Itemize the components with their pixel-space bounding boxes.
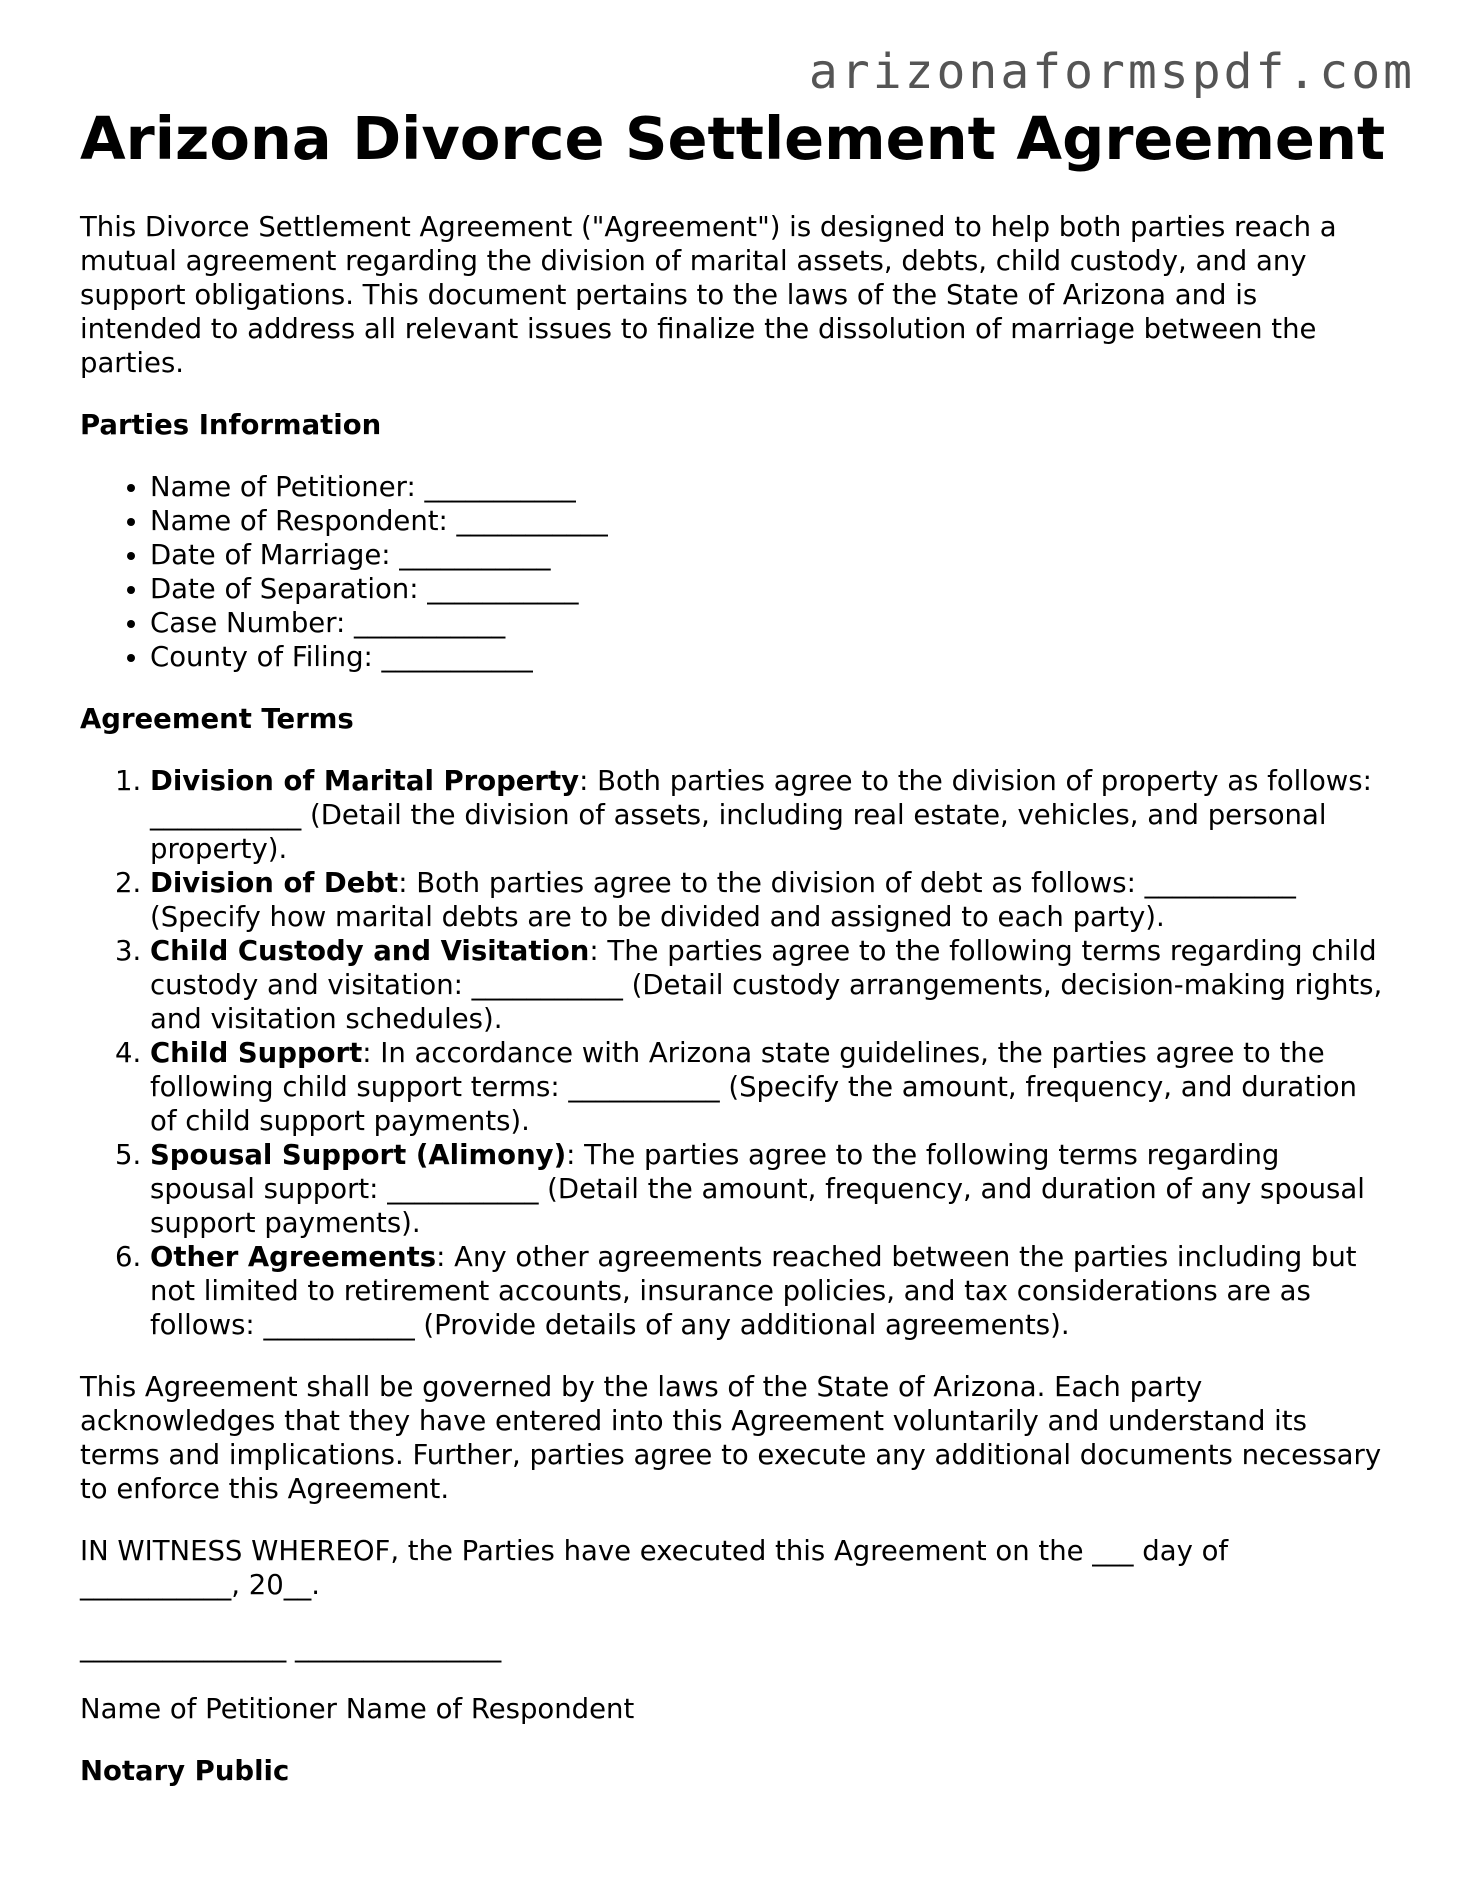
party-field-separation-date: • Date of Separation: ___________ <box>150 572 1390 606</box>
term-title: Child Custody and Visitation <box>150 935 590 967</box>
term-text: : The parties agree to the following terms regarding child custody and visitation: ___________ (Detail custody arrangements, decision-making rights, and visitation schedules). <box>150 935 1383 1035</box>
party-field-county: • County of Filing: ___________ <box>150 640 1390 674</box>
term-title: Division of Debt <box>150 867 399 899</box>
closing-paragraph: This Agreement shall be governed by the laws of the State of Arizona. Each party acknowledges that they have entered into this Agreement voluntarily and understand its terms and implications. Further, parties agree to execute any additional documents necessary to enforce this Agreement. <box>80 1371 1382 1505</box>
term-item-property <box>150 764 1390 866</box>
term-text: : Any other agreements reached between the parties including but not limited to retirement accounts, insurance policies, and tax considerations are as follows: ___________ (Provide details of any additional agreements). <box>150 1241 1357 1341</box>
page-title: Arizona Divorce Settlement Agreement <box>80 104 1386 173</box>
term-text: : The parties agree to the following terms regarding spousal support: ___________ (Detail the amount, frequency, and duration of any spousal support payments). <box>150 1139 1365 1239</box>
watermark: arizonaformspdf.com <box>808 44 1415 100</box>
term-text: : In accordance with Arizona state guidelines, the parties agree to the following child support terms: ___________ (Specify the amount, frequency, and duration of child support payments). <box>150 1037 1357 1137</box>
witness-paragraph: IN WITNESS WHEREOF, the Parties have executed this Agreement on the ___ day of ___________, 20__. <box>80 1535 1229 1601</box>
term-item-child-support <box>150 1036 1390 1138</box>
term-item-debt <box>150 866 1390 934</box>
notary-heading: Notary Public <box>80 1755 290 1787</box>
term-title: Child Support <box>150 1037 363 1069</box>
parties-list <box>80 470 1390 674</box>
signature-lines: _______________ _______________ <box>80 1631 502 1663</box>
intro-paragraph: This Divorce Settlement Agreement ("Agreement") is designed to help both parties reach a mutual agreement regarding the division of marital assets, debts, child custody, and any support obligations. This document pertains to the laws of the State of Arizona and is intended to address all relevant issues to finalize the dissolution of marriage between the parties. <box>80 211 1337 379</box>
party-field-marriage-date: • Date of Marriage: ___________ <box>150 538 1390 572</box>
terms-heading: Agreement Terms <box>80 703 354 735</box>
term-title: Other Agreements <box>150 1241 437 1273</box>
parties-heading: Parties Information <box>80 409 382 441</box>
term-item-spousal-support <box>150 1138 1390 1240</box>
term-title: Division of Marital Property <box>150 765 580 797</box>
term-item-other <box>150 1240 1390 1342</box>
party-field-respondent: • Name of Respondent: ___________ <box>150 504 1390 538</box>
terms-list <box>80 764 1390 1342</box>
term-text: : Both parties agree to the division of property as follows: ___________ (Detail the division of assets, including real estate, vehicles, and personal property). <box>150 765 1372 865</box>
signature-names: Name of Petitioner Name of Respondent <box>80 1693 635 1725</box>
term-item-custody <box>150 934 1390 1036</box>
party-field-case-number: • Case Number: ___________ <box>150 606 1390 640</box>
document-page <box>80 104 1390 1788</box>
term-title: Spousal Support (Alimony) <box>150 1139 567 1171</box>
term-text: : Both parties agree to the division of debt as follows: ___________ (Specify how marital debts are to be divided and assigned to each party). <box>150 867 1296 933</box>
party-field-petitioner: • Name of Petitioner: ___________ <box>150 470 1390 504</box>
